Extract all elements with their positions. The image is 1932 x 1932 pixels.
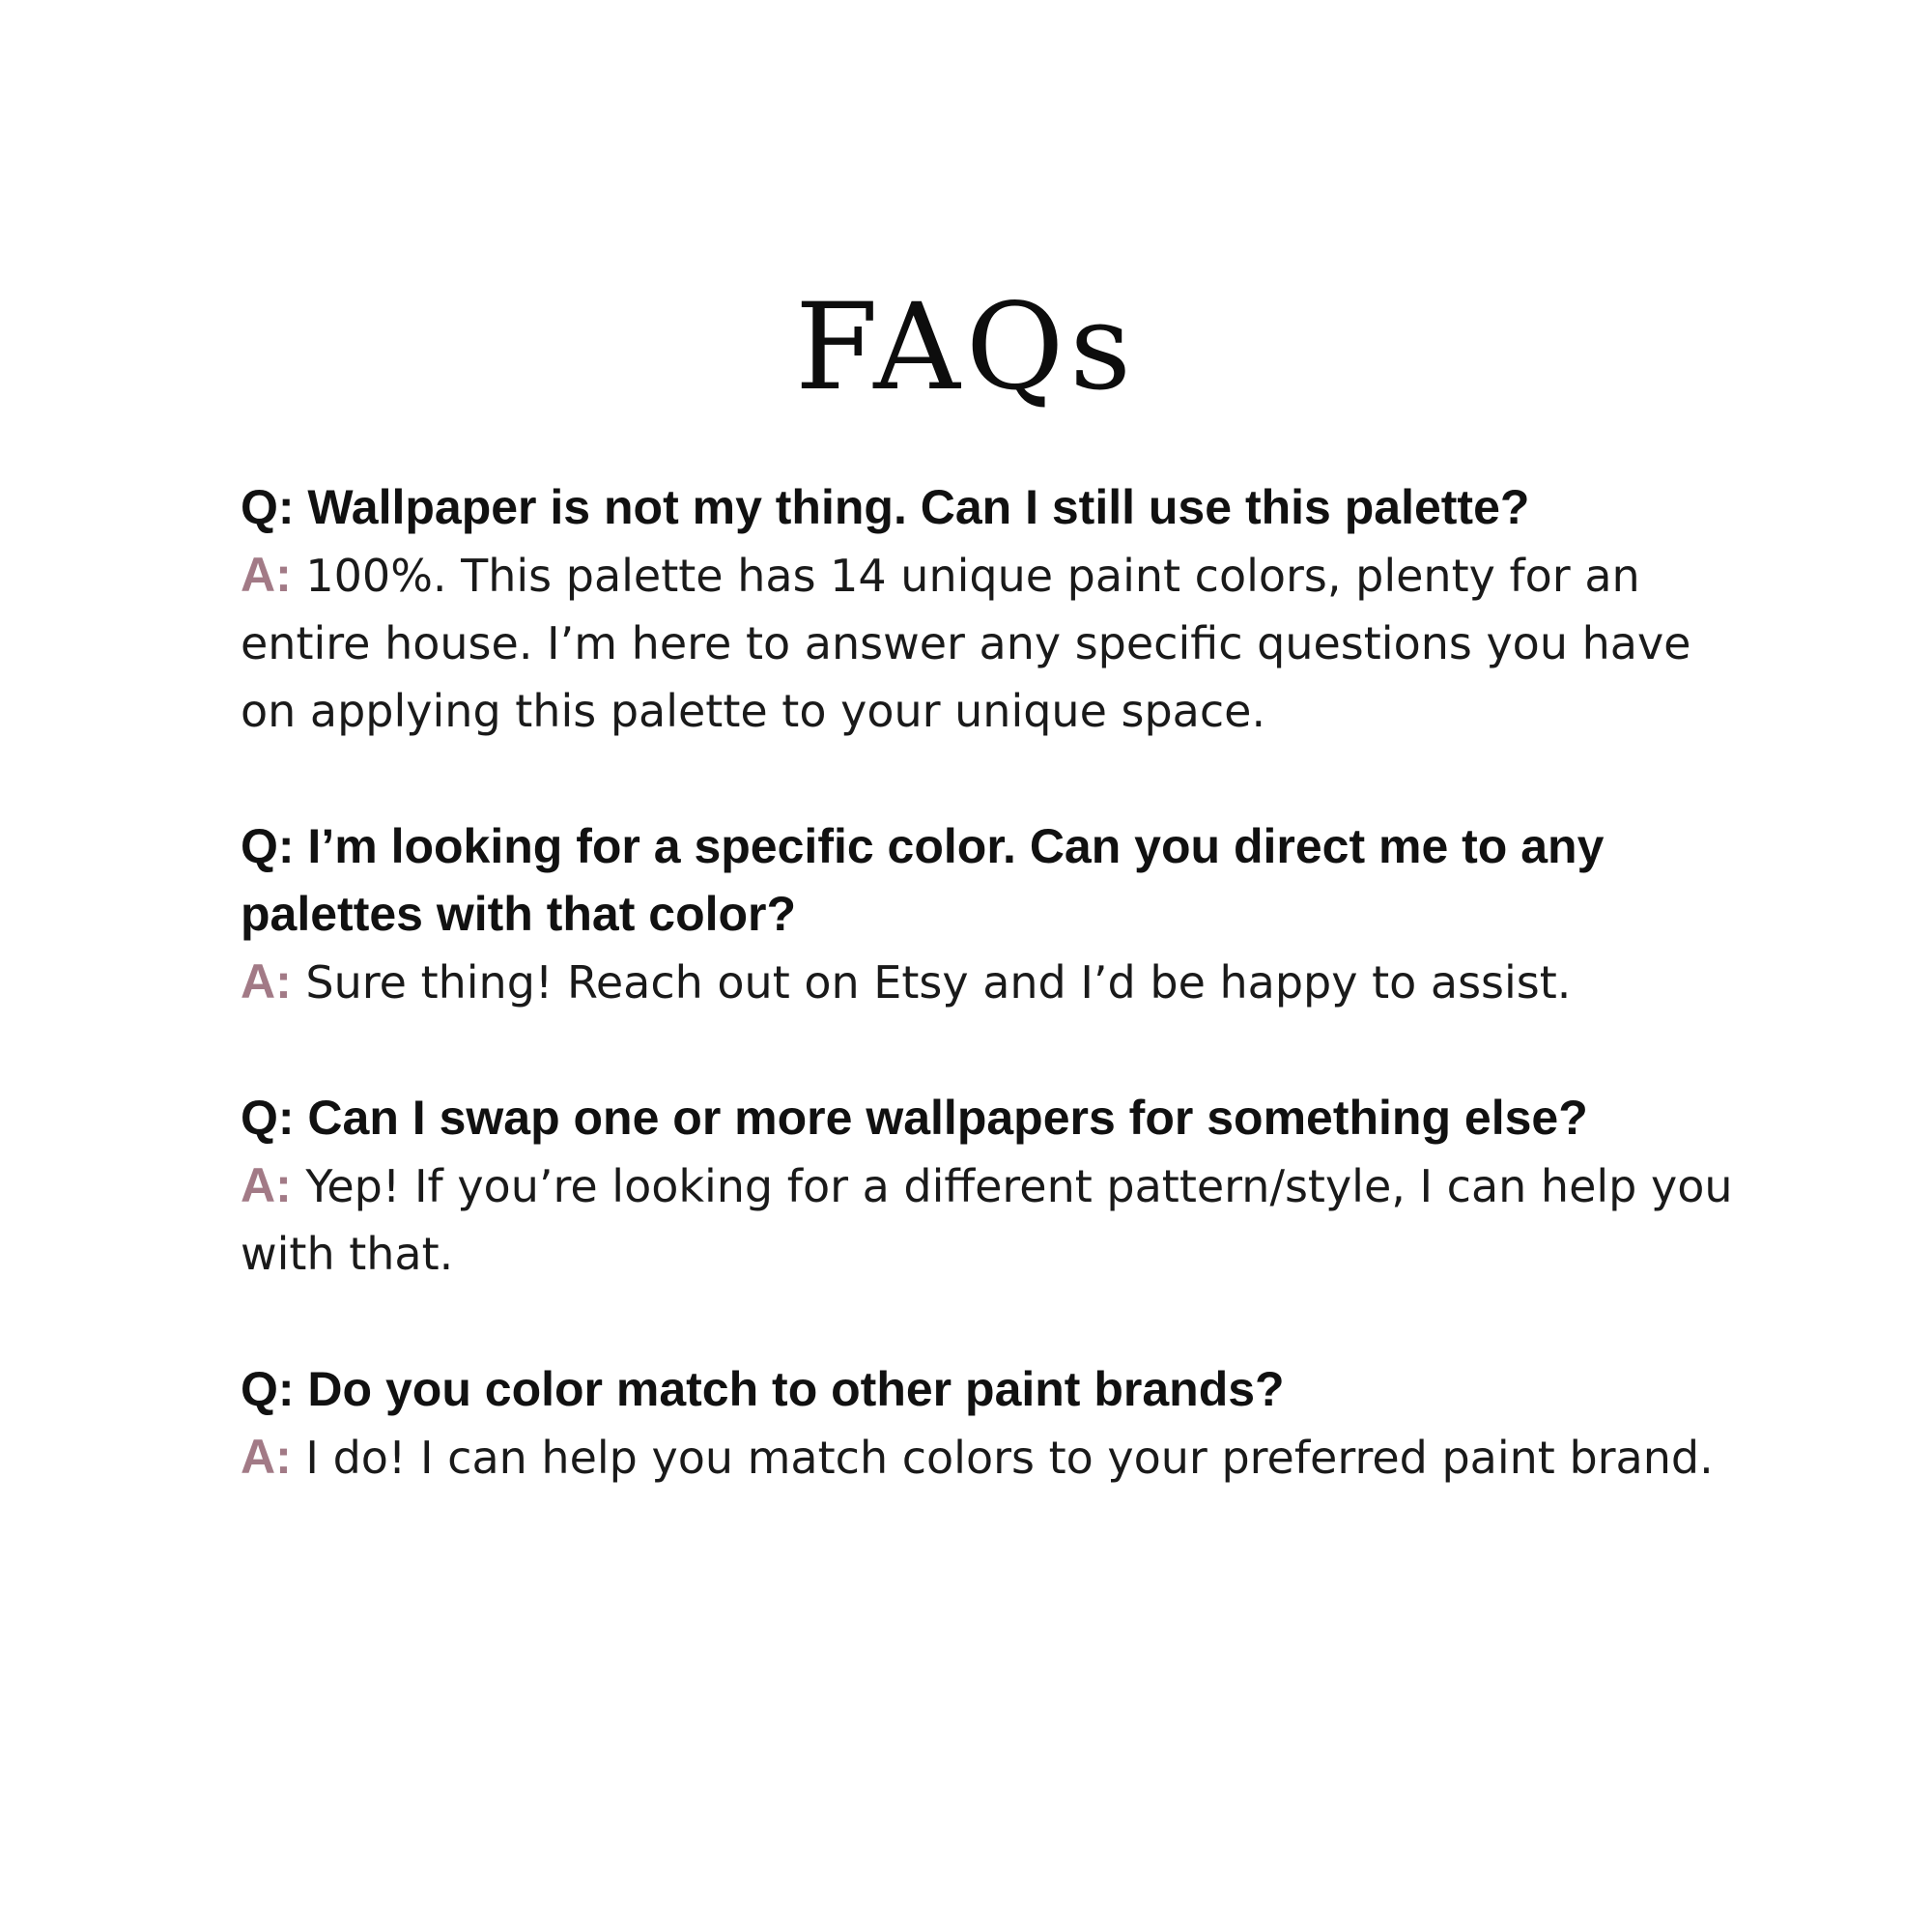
- faq-list: [241, 473, 1747, 1559]
- answer-text: Yep! If you’re looking for a different pattern/style, I can help you with that.: [241, 1160, 1733, 1280]
- faq-answer: [241, 541, 1747, 745]
- faq-item: [241, 473, 1747, 745]
- page-title: FAQs: [794, 278, 1138, 417]
- faq-answer: [241, 948, 1747, 1016]
- faq-question: Q: Can I swap one or more wallpapers for something else?: [241, 1091, 1588, 1145]
- faq-question: Q: Wallpaper is not my thing. Can I still use this palette?: [241, 480, 1530, 534]
- answer-prefix: A:: [241, 954, 292, 1009]
- faq-item: [241, 812, 1747, 1016]
- faq-item: [241, 1355, 1747, 1492]
- answer-text: 100%. This palette has 14 unique paint colors, plenty for an entire house. I’m here to answer any specific questions you have on applying this palette to your unique space.: [241, 550, 1691, 737]
- faq-answer: [241, 1151, 1747, 1288]
- faq-answer: [241, 1423, 1747, 1492]
- faq-item: [241, 1084, 1747, 1288]
- answer-prefix: A:: [241, 1158, 292, 1212]
- faq-question: Q: I’m looking for a specific color. Can you direct me to any palettes with that color?: [241, 819, 1605, 941]
- answer-prefix: A:: [241, 548, 292, 602]
- answer-text: I do! I can help you match colors to your preferred paint brand.: [291, 1432, 1714, 1484]
- answer-prefix: A:: [241, 1430, 292, 1484]
- answer-text: Sure thing! Reach out on Etsy and I’d be happy to assist.: [291, 956, 1572, 1009]
- faq-question: Q: Do you color match to other paint brands?: [241, 1362, 1285, 1416]
